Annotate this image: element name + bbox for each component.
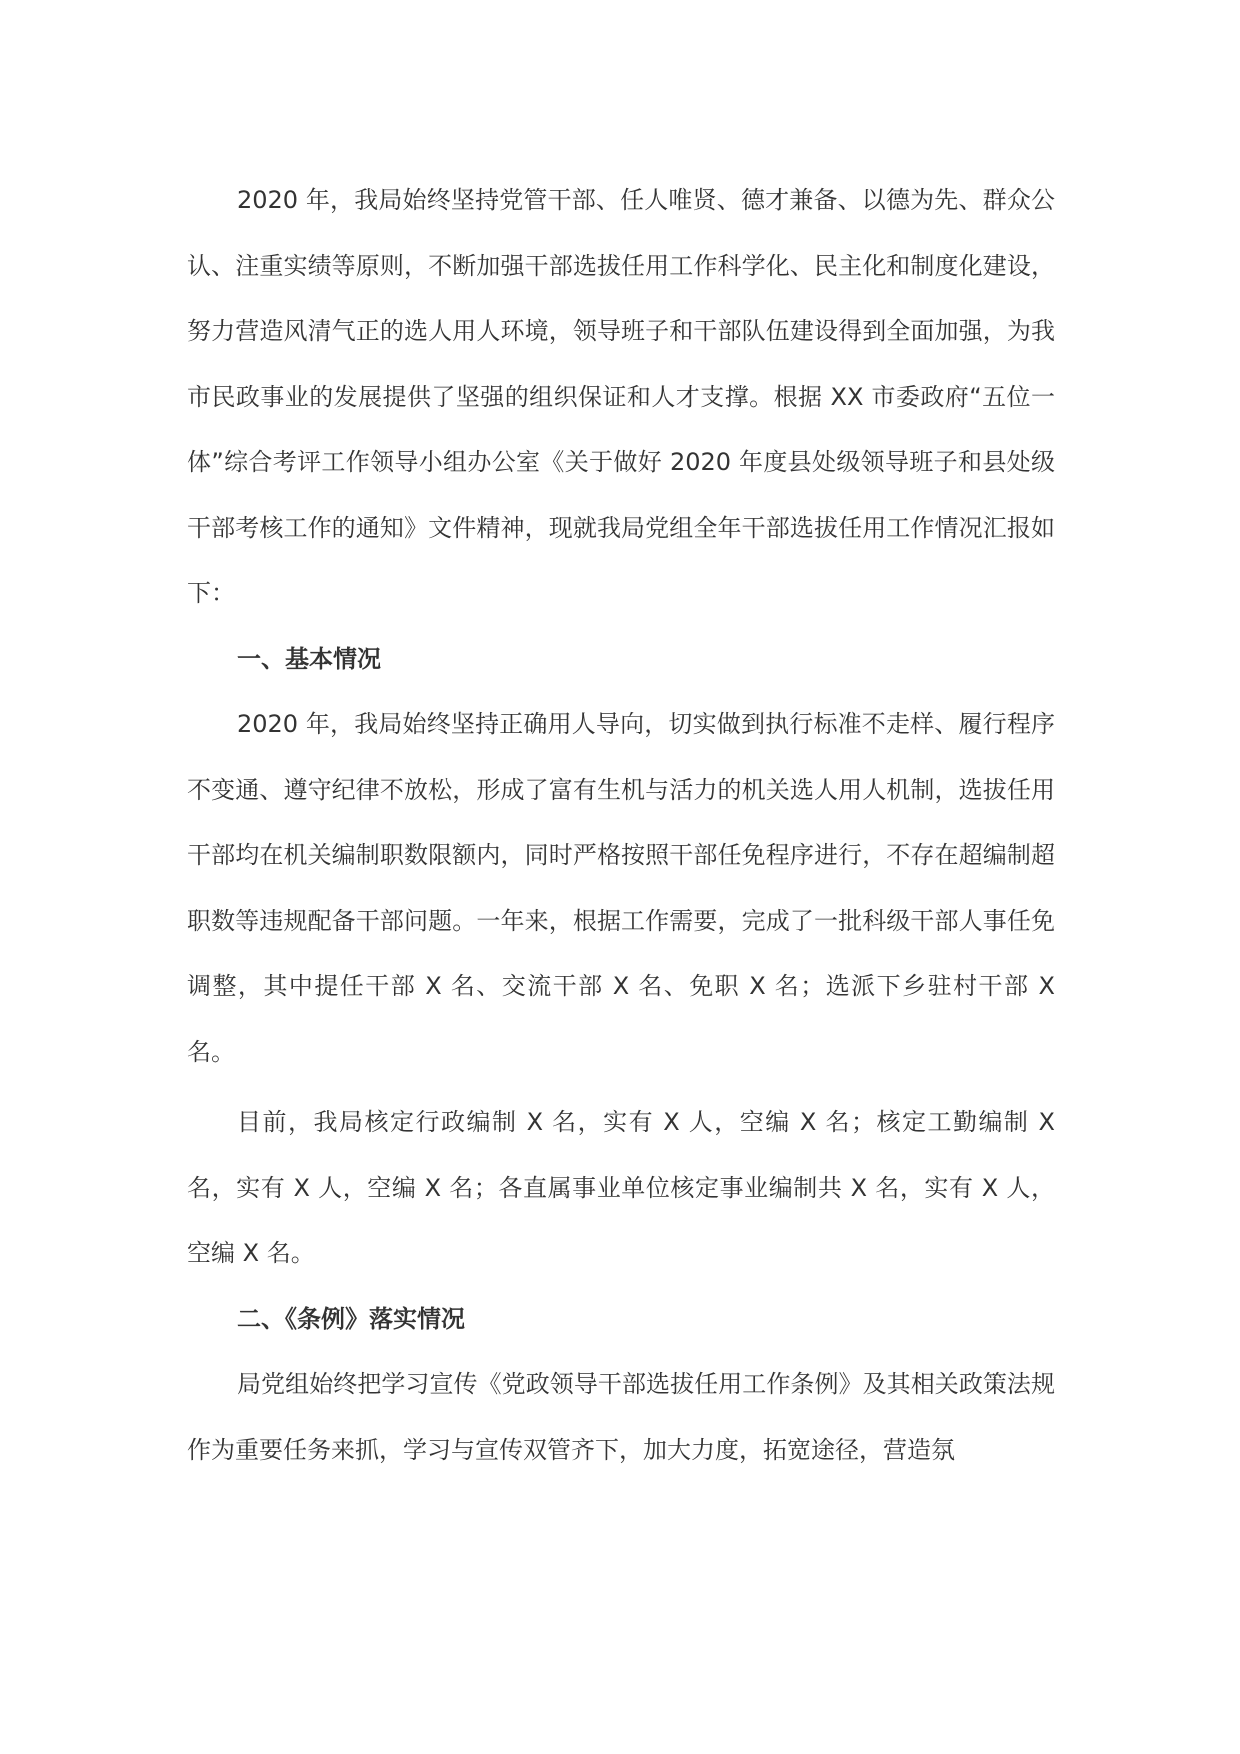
staffing-paragraph: 目前，我局核定行政编制 X 名，实有 X 人，空编 X 名；核定工勤编制 X 名，实有 X 人，空编 X 名；各直属事业单位核定事业编制共 X 名，实有 X 人，空编 X 名。 (187, 1108, 1055, 1267)
document-body (187, 168, 1055, 1483)
section-heading-basic-situation: 一、基本情况 (237, 644, 381, 673)
regulations-paragraph: 局党组始终把学习宣传《党政领导干部选拔任用工作条例》及其相关政策法规作为重要任务来抓，学习与宣传双管齐下，加大力度，拓宽途径，营造氛 (187, 1370, 1055, 1464)
intro-paragraph: 2020 年，我局始终坚持党管干部、任人唯贤、德才兼备、以德为先、群众公认、注重实绩等原则，不断加强干部选拔任用工作科学化、民主化和制度化建设，努力营造风清气正的选人用人环境，领导班子和干部队伍建设得到全面加强，为我市民政事业的发展提供了坚强的组织保证和人才支撑。根据 XX 市委政府“五位一体”综合考评工作领导小组办公室《关于做好 2020 年度县处级领导班子和县处级干部考核工作的通知》文件精神，现就我局党组全年干部选拔任用工作情况汇报如下： (187, 186, 1055, 607)
basic-situation-paragraph: 2020 年，我局始终坚持正确用人导向，切实做到执行标准不走样、履行程序不变通、遵守纪律不放松，形成了富有生机与活力的机关选人用人机制，选拔任用干部均在机关编制职数限额内，同时严格按照干部任免程序进行，不存在超编制超职数等违规配备干部问题。一年来，根据工作需要，完成了一批科级干部人事任免调整，其中提任干部 X 名、交流干部 X 名、免职 X 名；选派下乡驻村干部 X 名。 (187, 710, 1055, 1066)
section-heading-regulations: 二、《条例》落实情况 (237, 1304, 465, 1333)
